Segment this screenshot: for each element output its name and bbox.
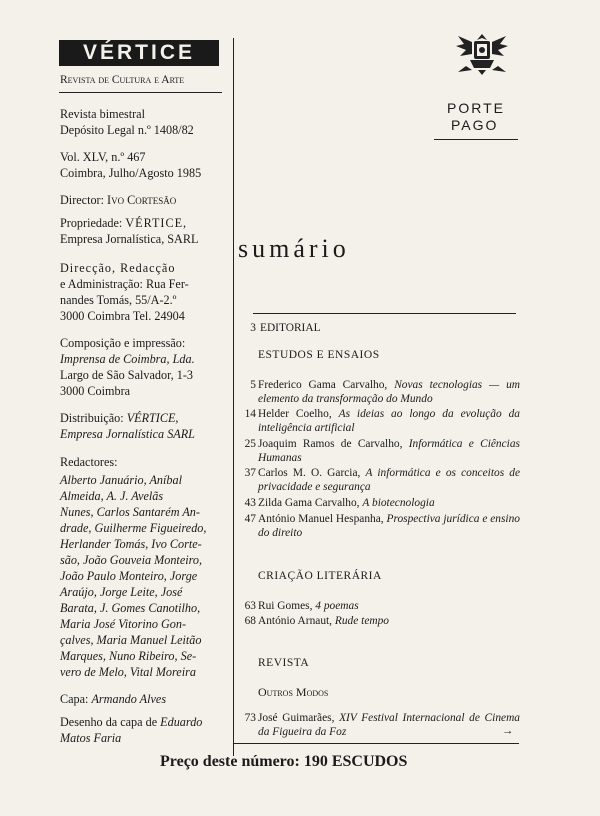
cover-name: Armando Alves	[91, 692, 167, 706]
toc-page: 63	[244, 600, 256, 612]
toc-page: 43	[244, 497, 256, 509]
divider	[434, 139, 518, 140]
page-title: sumário	[238, 234, 350, 263]
editor-line: Nunes, Carlos Santarém An-	[60, 505, 200, 519]
magazine-subtitle: Revista de Cultura e Arte	[60, 74, 185, 86]
toc-title: A informática e os conceitos de privacidade e segurança	[258, 467, 520, 493]
toc-title: A biotecnologia	[362, 497, 435, 509]
coat-of-arms-icon	[452, 32, 512, 76]
property	[60, 216, 224, 232]
printer-line: 3000 Coimbra	[60, 384, 131, 398]
distribution-name: VÉRTICE,	[126, 411, 179, 425]
toc-page: 25	[244, 438, 256, 450]
toc-title: Novas tecnologias — um elemento da transformação do Mundo	[258, 379, 520, 405]
address-line: e Administração: Rua Fer-	[60, 277, 189, 291]
editor-line: Alberto Januário, Aníbal	[60, 473, 182, 487]
toc-text	[258, 614, 520, 628]
toc-text	[258, 711, 520, 739]
cover-design-label: Desenho da capa de	[60, 715, 158, 729]
place-date: Coimbra, Julho/Agosto 1985	[60, 166, 202, 180]
property-name: VÉRTICE,	[125, 216, 188, 230]
divider	[234, 743, 519, 744]
editor-line: Almeida, A. J. Avelãs	[60, 489, 164, 503]
toc-page: 14	[244, 408, 256, 420]
editor-line: são, João Gouveia Monteiro,	[60, 553, 203, 567]
toc-author: José Guimarães,	[258, 712, 335, 724]
editor-line: drade, Guilherme Figueiredo,	[60, 521, 207, 535]
continue-arrow-icon: →	[502, 725, 514, 737]
editor-line: Marques, Nuno Ribeiro, Se-	[60, 649, 197, 663]
cover-label: Capa:	[60, 692, 89, 706]
postage-paid-stamp	[447, 100, 512, 134]
porte-line: PORTE	[447, 100, 505, 116]
toc-text	[258, 437, 520, 465]
divider	[59, 92, 222, 93]
section-heading: REVISTA	[258, 657, 310, 669]
subsection-heading: Outros Modos	[258, 685, 329, 699]
printer-line: Largo de São Salvador, 1-3	[60, 368, 193, 382]
toc-page: 3	[250, 322, 256, 334]
editor-line: Barata, J. Gomes Canotilho,	[60, 601, 201, 615]
magazine-logo: VÉRTICE	[59, 40, 219, 66]
toc-page: 37	[244, 467, 256, 479]
toc-text	[258, 512, 520, 540]
director	[60, 193, 224, 209]
toc-author: Carlos M. O. Garcia,	[258, 467, 361, 479]
toc-page: 73	[244, 712, 256, 724]
toc-entry	[234, 466, 519, 494]
property-company: Empresa Jornalística, SARL	[60, 232, 199, 246]
editor-line: Araújo, Jorge Leite, José	[60, 585, 183, 599]
toc-text	[258, 378, 520, 406]
toc-entry	[234, 378, 519, 406]
address-line: 3000 Coimbra Tel. 24904	[60, 309, 185, 323]
toc-author: Frederico Gama Carvalho,	[258, 379, 388, 391]
cover-design-name: Eduardo	[160, 715, 203, 729]
editors-label: Redactores:	[60, 455, 118, 469]
toc-text	[258, 466, 520, 494]
printer-line: Imprensa de Coimbra, Lda.	[60, 352, 195, 366]
distribution-label: Distribuição:	[60, 411, 124, 425]
director-name: Ivo Cortesão	[107, 193, 177, 207]
director-label: Director:	[60, 193, 104, 207]
editor-line: Maria José Vitorino Gon-	[60, 617, 187, 631]
property-label: Propriedade:	[60, 216, 123, 230]
toc-entry	[234, 407, 519, 435]
cover-credit	[60, 692, 224, 708]
toc-entry	[234, 512, 519, 540]
toc-title: XIV Festival Internacional de Cinema da Figueira da Foz	[258, 712, 520, 738]
toc-title: Informática e Ciências Humanas	[258, 438, 520, 464]
toc-author: Zilda Gama Carvalho,	[258, 497, 360, 509]
editor-line: João Paulo Monteiro, Jorge	[60, 569, 198, 583]
cover-design-credit	[60, 715, 224, 731]
distribution	[60, 411, 224, 427]
periodicity: Revista bimestral	[60, 107, 145, 121]
toc-entry	[234, 599, 519, 613]
section-heading: ESTUDOS E ENSAIOS	[258, 349, 380, 361]
toc-title: As ideias ao longo da evolução da inteligência artificial	[258, 408, 520, 434]
section-heading: CRIAÇÃO LITERÁRIA	[258, 570, 382, 582]
toc-author: Joaquim Ramos de Carvalho,	[258, 438, 403, 450]
toc-entry	[234, 496, 519, 510]
toc-section-editorial: EDITORIAL	[260, 322, 321, 334]
toc-text	[258, 407, 520, 435]
toc-entry	[234, 437, 519, 465]
address-line: Direcção, Redacção	[60, 261, 176, 275]
toc-author: António Arnaut,	[258, 615, 333, 627]
composition-label: Composição e impressão:	[60, 336, 186, 350]
divider	[253, 313, 516, 314]
toc-page: 5	[250, 379, 256, 391]
toc-author: Rui Gomes,	[258, 600, 313, 612]
toc-entry	[234, 614, 519, 628]
distribution-company: Empresa Jornalística SARL	[60, 427, 195, 441]
issue-price: Preço deste número: 190 ESCUDOS	[160, 753, 408, 770]
toc-entry	[234, 321, 519, 335]
toc-page: 68	[244, 615, 256, 627]
cover-design-name: Matos Faria	[60, 731, 122, 745]
legal-deposit: Depósito Legal n.º 1408/82	[60, 123, 194, 137]
toc-entry	[234, 711, 519, 739]
toc-title: 4 poemas	[315, 600, 359, 612]
editor-line: Herlander Tomás, Ivo Corte-	[60, 537, 202, 551]
toc-text	[258, 599, 520, 613]
pago-line: PAGO	[451, 117, 499, 133]
editor-line: vero de Melo, Vital Moreira	[60, 665, 196, 679]
editor-line: çalves, Maria Manuel Leitão	[60, 633, 202, 647]
toc-author: Helder Coelho,	[258, 408, 332, 420]
toc-text	[258, 496, 520, 510]
toc-title: Rude tempo	[334, 615, 389, 627]
address-line: nandes Tomás, 55/A-2.º	[60, 293, 177, 307]
volume: Vol. XLV, n.º 467	[60, 150, 146, 164]
toc-author: António Manuel Hespanha,	[258, 513, 384, 525]
toc-title: Prospectiva jurídica e ensino do direito	[258, 513, 520, 539]
toc-page: 47	[244, 513, 256, 525]
